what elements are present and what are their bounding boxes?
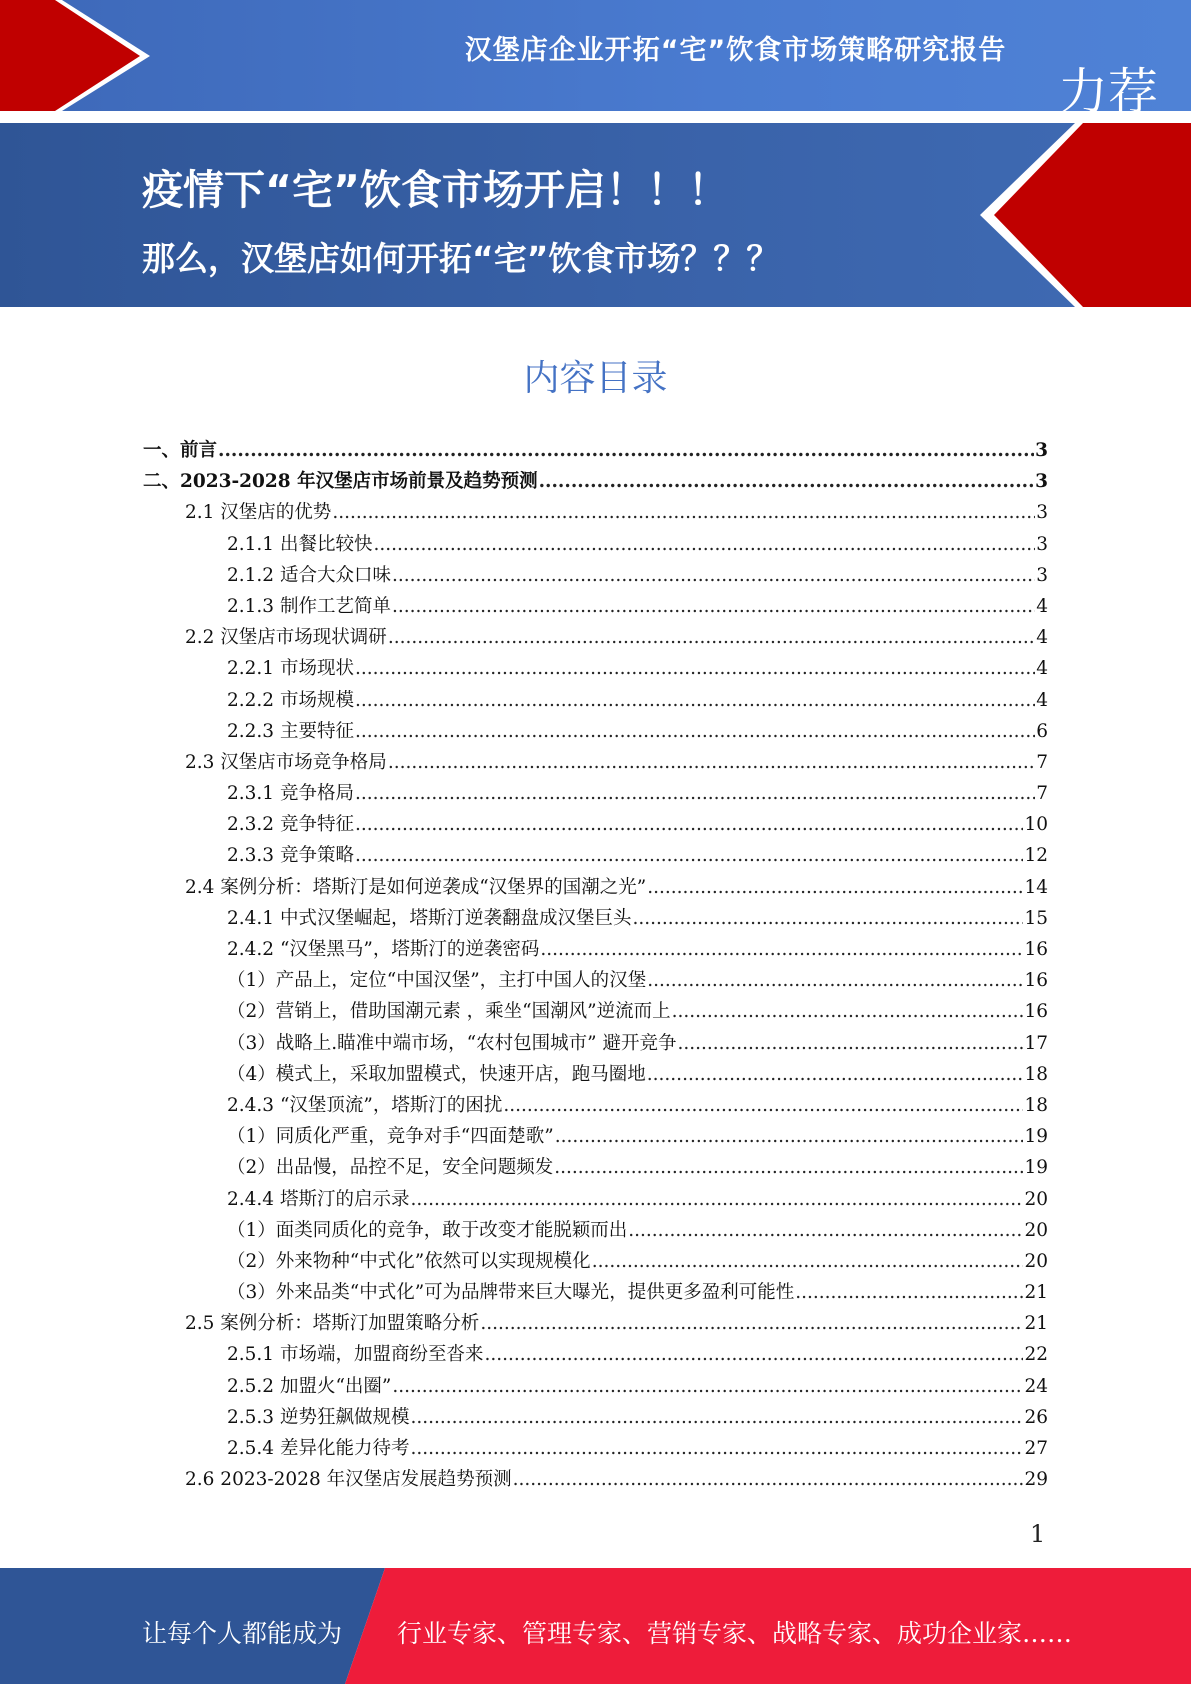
- toc-entry[interactable]: [143, 1403, 1048, 1434]
- toc-dot-leader: [355, 783, 1035, 804]
- toc-entry-page: 17: [1024, 1032, 1048, 1054]
- toc-entry-page: 20: [1024, 1250, 1048, 1272]
- toc-entry-page: 19: [1024, 1157, 1048, 1179]
- toc-entry-page: 18: [1024, 1094, 1048, 1116]
- toc-dot-leader: [647, 1064, 1024, 1085]
- toc-entry[interactable]: [143, 467, 1048, 498]
- recommend-badge-text: 力荐: [1058, 63, 1158, 121]
- toc-dot-leader: [513, 1469, 1024, 1490]
- hero-headline: 疫情下“宅”饮食市场开启！！！: [142, 166, 729, 214]
- toc-entry-label: （2）外来物种“中式化”依然可以实现规模化: [227, 1250, 591, 1272]
- toc-entry-label: 2.2.2 市场规模: [227, 689, 354, 711]
- report-title: 汉堡店企业开拓“宅”饮食市场策略研究报告: [464, 35, 1007, 66]
- toc-entry[interactable]: [143, 873, 1048, 904]
- toc-title: 内容目录: [523, 358, 668, 399]
- toc-entry[interactable]: [143, 841, 1048, 872]
- toc-dot-leader: [555, 1126, 1024, 1147]
- toc-entry-page: 20: [1024, 1188, 1048, 1210]
- toc-dot-leader: [647, 877, 1023, 898]
- toc-entry[interactable]: [143, 1247, 1048, 1278]
- toc-dot-leader: [410, 1189, 1023, 1210]
- toc-dot-leader: [672, 1001, 1024, 1022]
- toc-entry-page: 18: [1024, 1063, 1048, 1085]
- toc-entry-label: 2.5.2 加盟火“出圈”: [227, 1375, 392, 1397]
- toc-entry-label: 2.5.3 逆势狂飙做规模: [227, 1406, 410, 1428]
- toc-dot-leader: [355, 845, 1024, 866]
- toc-entry-label: （1）面类同质化的竞争，敢于改变才能脱颖而出: [227, 1219, 628, 1241]
- toc-entry[interactable]: [143, 1029, 1048, 1060]
- footer-slogan-left: 让每个人都能成为: [142, 1619, 343, 1648]
- toc-entry-label: 二、2023-2028 年汉堡店市场前景及趋势预测: [143, 471, 538, 493]
- toc-entry-label: （1）同质化严重，竞争对手“四面楚歌”: [227, 1126, 554, 1148]
- toc-entry-page: 14: [1024, 876, 1048, 898]
- page-number: 1: [1030, 1520, 1046, 1548]
- toc-entry[interactable]: [143, 810, 1048, 841]
- toc-entry-page: 3: [1036, 502, 1048, 524]
- toc-entry-label: 一、前言: [143, 440, 218, 461]
- toc-entry[interactable]: [143, 592, 1048, 623]
- toc-entry[interactable]: [143, 1091, 1048, 1122]
- toc-entry[interactable]: [143, 623, 1048, 654]
- toc-dot-leader: [677, 1033, 1023, 1054]
- toc-entry-page: 22: [1024, 1344, 1048, 1366]
- toc-dot-leader: [355, 721, 1035, 742]
- toc-entry[interactable]: [143, 436, 1048, 467]
- toc-dot-leader: [484, 1344, 1023, 1365]
- toc-entry-page: 27: [1024, 1438, 1048, 1459]
- toc-dot-leader: [795, 1282, 1023, 1303]
- toc-entry-page: 21: [1024, 1313, 1048, 1335]
- toc-entry-page: 16: [1024, 970, 1048, 992]
- toc-dot-leader: [388, 752, 1035, 773]
- toc-entry-label: 2.1.1 出餐比较快: [227, 533, 373, 555]
- toc-entry-page: 7: [1036, 751, 1048, 773]
- toc-dot-leader: [410, 1438, 1023, 1459]
- toc-entry-label: 2.1.3 制作工艺简单: [227, 595, 391, 617]
- toc-entry-label: 2.2 汉堡店市场现状调研: [185, 627, 387, 649]
- toc-entry[interactable]: [143, 1309, 1048, 1340]
- toc-dot-leader: [628, 1220, 1023, 1241]
- toc-entry-label: 2.2.1 市场现状: [227, 658, 354, 680]
- toc-entry-page: 4: [1036, 595, 1048, 617]
- toc-entry[interactable]: [143, 1340, 1048, 1371]
- toc-dot-leader: [503, 1095, 1023, 1116]
- toc-entry-page: 10: [1024, 814, 1048, 836]
- toc-entry-page: 24: [1024, 1375, 1048, 1397]
- toc-entry-page: 12: [1024, 845, 1048, 867]
- toc-dot-leader: [373, 534, 1035, 555]
- toc-dot-leader: [554, 1157, 1023, 1178]
- toc-entry-page: 6: [1036, 720, 1048, 742]
- toc-entry[interactable]: [143, 935, 1048, 966]
- toc-entry[interactable]: [143, 997, 1048, 1028]
- toc-entry-page: 20: [1024, 1219, 1048, 1241]
- toc-entry-label: 2.2.3 主要特征: [227, 720, 354, 742]
- toc-entry[interactable]: [143, 904, 1048, 935]
- toc-entry-label: 2.1.2 适合大众口味: [227, 564, 391, 586]
- toc-entry[interactable]: [143, 1216, 1048, 1247]
- toc-entry-label: （4）模式上，采取加盟模式，快速开店，跑马圈地: [227, 1063, 646, 1085]
- badge-arrow-graphic: [980, 123, 1191, 307]
- toc-entry-label: 2.4.4 塔斯汀的启示录: [227, 1188, 410, 1210]
- toc-dot-leader: [388, 627, 1035, 648]
- toc-entry[interactable]: [143, 686, 1048, 717]
- toc-entry[interactable]: [143, 654, 1048, 685]
- toc-dot-leader: [355, 690, 1035, 711]
- toc-entry-label: 2.6 2023-2028 年汉堡店发展趋势预测: [185, 1469, 512, 1491]
- toc-entry-label: （2）营销上，借助国潮元素 ，乘坐“国潮风”逆流而上: [227, 1001, 671, 1023]
- toc-entry[interactable]: [143, 561, 1048, 592]
- toc-entry[interactable]: [143, 1278, 1048, 1309]
- toc-entry[interactable]: [143, 1372, 1048, 1403]
- toc-entry-page: 16: [1024, 1001, 1048, 1023]
- toc-entry-page: 29: [1024, 1469, 1048, 1491]
- toc-entry-label: 2.4 案例分析：塔斯汀是如何逆袭成“汉堡界的国潮之光”: [185, 876, 647, 898]
- toc-entry[interactable]: [143, 498, 1048, 529]
- toc-entry-label: 2.3.3 竞争策略: [227, 845, 354, 867]
- toc-entry-label: 2.5.4 差异化能力待考: [227, 1438, 410, 1459]
- toc-dot-leader: [410, 1407, 1023, 1428]
- toc-entry-label: （3）战略上.瞄准中端市场，“农村包围城市” 避开竞争: [227, 1032, 677, 1054]
- toc-entry-page: 4: [1036, 658, 1048, 680]
- toc-entry-label: 2.3.2 竞争特征: [227, 814, 354, 836]
- toc-dot-leader: [632, 908, 1023, 929]
- toc-entry[interactable]: [143, 748, 1048, 779]
- footer-slogan-right: 行业专家、管理专家、营销专家、战略专家、成功企业家……: [397, 1619, 1073, 1648]
- toc-dot-leader: [539, 471, 1035, 492]
- toc-dot-leader: [480, 1313, 1023, 1334]
- toc-entry[interactable]: [143, 966, 1048, 997]
- toc-entry-label: 2.5.1 市场端，加盟商纷至沓来: [227, 1344, 484, 1366]
- toc-entry-label: 2.4.3 “汉堡顶流”，塔斯汀的困扰: [227, 1094, 503, 1116]
- toc-entry-page: 3: [1036, 533, 1048, 555]
- toc-entry-label: 2.5 案例分析：塔斯汀加盟策略分析: [185, 1313, 480, 1335]
- header-arrow-graphic: [0, 0, 160, 111]
- toc-entry[interactable]: [143, 1434, 1048, 1465]
- toc-entry[interactable]: [143, 717, 1048, 748]
- toc-entry-page: 4: [1036, 627, 1048, 649]
- toc-entry-page: 15: [1024, 907, 1048, 929]
- toc-entry-page: 3: [1035, 471, 1048, 493]
- toc-entry-page: 21: [1024, 1282, 1048, 1304]
- toc-dot-leader: [540, 939, 1023, 960]
- toc-entry-label: （1）产品上，定位“中国汉堡”，主打中国人的汉堡: [227, 970, 647, 992]
- toc-entry[interactable]: [143, 1122, 1048, 1153]
- toc-dot-leader: [592, 1251, 1024, 1272]
- toc-entry-label: 2.4.2 “汉堡黑马”，塔斯汀的逆袭密码: [227, 939, 540, 960]
- toc-entry-page: 7: [1036, 783, 1048, 805]
- toc-entry[interactable]: [143, 530, 1048, 561]
- toc-entry[interactable]: [143, 779, 1048, 810]
- toc-entry-label: （2）出品慢，品控不足，安全问题频发: [227, 1157, 554, 1179]
- toc-dot-leader: [647, 970, 1023, 991]
- toc-entry-label: （3）外来品类“中式化”可为品牌带来巨大曝光，提供更多盈利可能性: [227, 1282, 795, 1304]
- toc-dot-leader: [392, 1376, 1023, 1397]
- toc-entry-page: 3: [1036, 564, 1048, 586]
- hero-subheadline: 那么，汉堡店如何开拓“宅”饮食市场？？？: [142, 239, 780, 278]
- toc-entry-label: 2.3 汉堡店市场竞争格局: [185, 751, 387, 773]
- toc-entry[interactable]: [143, 1060, 1048, 1091]
- toc-entry-page: 19: [1024, 1126, 1048, 1148]
- toc-entry-page: 16: [1024, 939, 1048, 960]
- toc-entry-label: 2.4.1 中式汉堡崛起，塔斯汀逆袭翻盘成汉堡巨头: [227, 907, 632, 929]
- toc-entry-page: 4: [1036, 689, 1048, 711]
- toc-entry[interactable]: [143, 1185, 1048, 1216]
- toc-entry-label: 2.3.1 竞争格局: [227, 783, 354, 805]
- hero-banner: [0, 123, 1191, 307]
- toc-entry[interactable]: [143, 1465, 1048, 1496]
- toc-dot-leader: [332, 502, 1035, 523]
- table-of-contents: [143, 436, 1048, 1496]
- toc-entry-page: 26: [1024, 1406, 1048, 1428]
- toc-entry-page: 3: [1035, 440, 1048, 461]
- toc-dot-leader: [218, 440, 1034, 461]
- toc-dot-leader: [355, 814, 1024, 835]
- toc-dot-leader: [392, 565, 1035, 586]
- toc-entry-label: 2.1 汉堡店的优势: [185, 502, 332, 524]
- toc-dot-leader: [355, 658, 1035, 679]
- toc-entry[interactable]: [143, 1153, 1048, 1184]
- toc-dot-leader: [392, 596, 1035, 617]
